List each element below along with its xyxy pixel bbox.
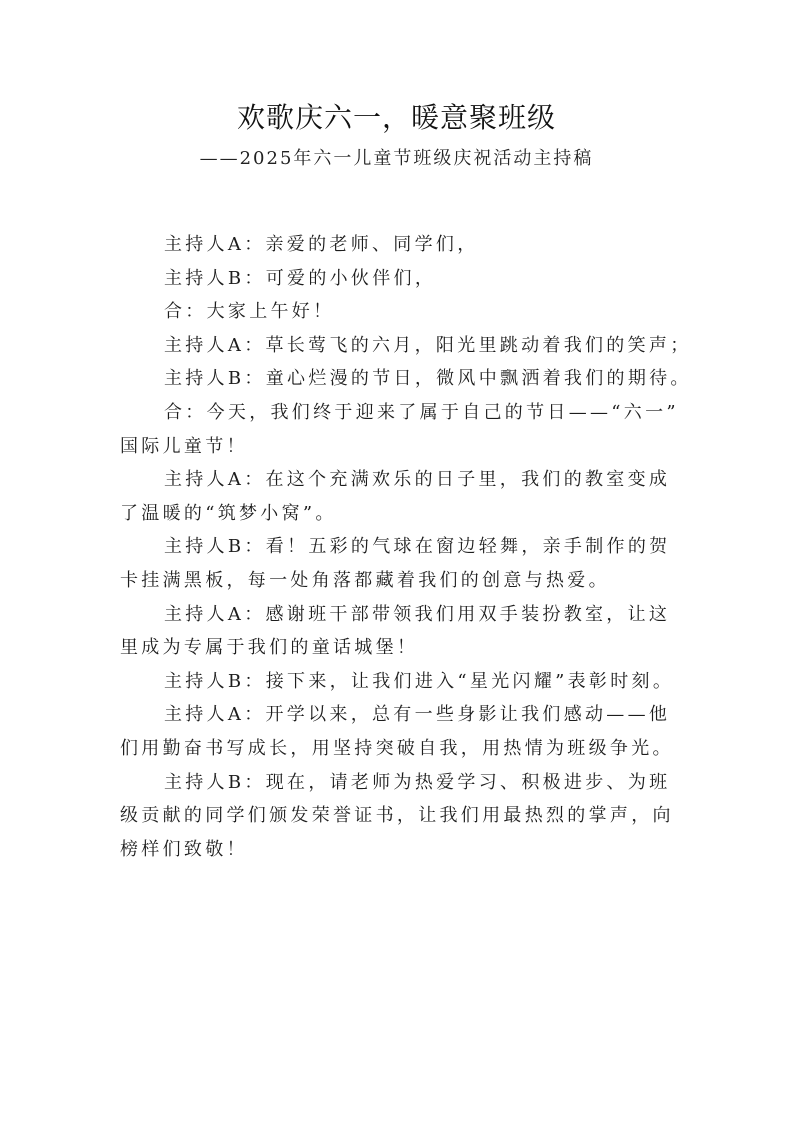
paragraph [120, 262, 675, 296]
paragraph-line: 了温暖的“筑梦小窝”。 [120, 502, 337, 524]
paragraph-line: 们用勤奋书写成长，用坚持突破自我，用热情为班级争光。 [120, 737, 674, 759]
paragraph [120, 598, 675, 665]
document-subtitle: ——2025年六一儿童节班级庆祝活动主持稿 [199, 148, 594, 169]
paragraph [120, 463, 675, 530]
paragraph [120, 665, 675, 699]
paragraph-line: 主持人B：童心烂漫的节日，微风中飘洒着我们的期待。 [164, 368, 692, 390]
paragraph [120, 530, 675, 597]
paragraph-line: 国际儿童节！ [120, 435, 248, 457]
paragraph-line: 合：大家上午好！ [164, 301, 335, 323]
paragraph-line: 主持人B：接下来，让我们进入“星光闪耀”表彰时刻。 [164, 670, 675, 692]
paragraph [120, 698, 675, 765]
paragraph [120, 295, 675, 329]
paragraph [120, 362, 692, 396]
document-title: 欢歌庆六一，暖意聚班级 [236, 101, 556, 134]
paragraph-line: 榜样们致敬！ [120, 838, 248, 860]
paragraph-line: 主持人A：感谢班干部带领我们用双手装扮教室，让这 [164, 603, 671, 625]
paragraph-line: 主持人B：可爱的小伙伴们， [164, 267, 437, 289]
paragraph-line: 里成为专属于我们的童话城堡！ [120, 637, 419, 659]
paragraph-line: 主持人B：现在，请老师为热爱学习、积极进步、为班 [164, 771, 671, 793]
paragraph-line: 主持人B：看！五彩的气球在窗边轻舞，亲手制作的贺 [164, 536, 671, 558]
document-body [120, 228, 692, 866]
paragraph-line: 级贡献的同学们颁发荣誉证书，让我们用最热烈的掌声，向 [120, 805, 674, 827]
paragraph-line: 卡挂满黑板，每一处角落都藏着我们的创意与热爱。 [120, 569, 610, 591]
paragraph-line: 合：今天，我们终于迎来了属于自己的节日——“六一” [164, 401, 679, 423]
paragraph [120, 766, 675, 867]
paragraph [120, 396, 679, 463]
paragraph [120, 228, 675, 262]
paragraph [120, 329, 692, 363]
paragraph-line: 主持人A：在这个充满欢乐的日子里，我们的教室变成 [164, 469, 671, 491]
paragraph-line: 主持人A：开学以来，总有一些身影让我们感动——他 [164, 704, 671, 726]
paragraph-line: 主持人A：草长莺飞的六月，阳光里跳动着我们的笑声； [164, 334, 692, 356]
paragraph-line: 主持人A：亲爱的老师、同学们， [164, 234, 479, 255]
